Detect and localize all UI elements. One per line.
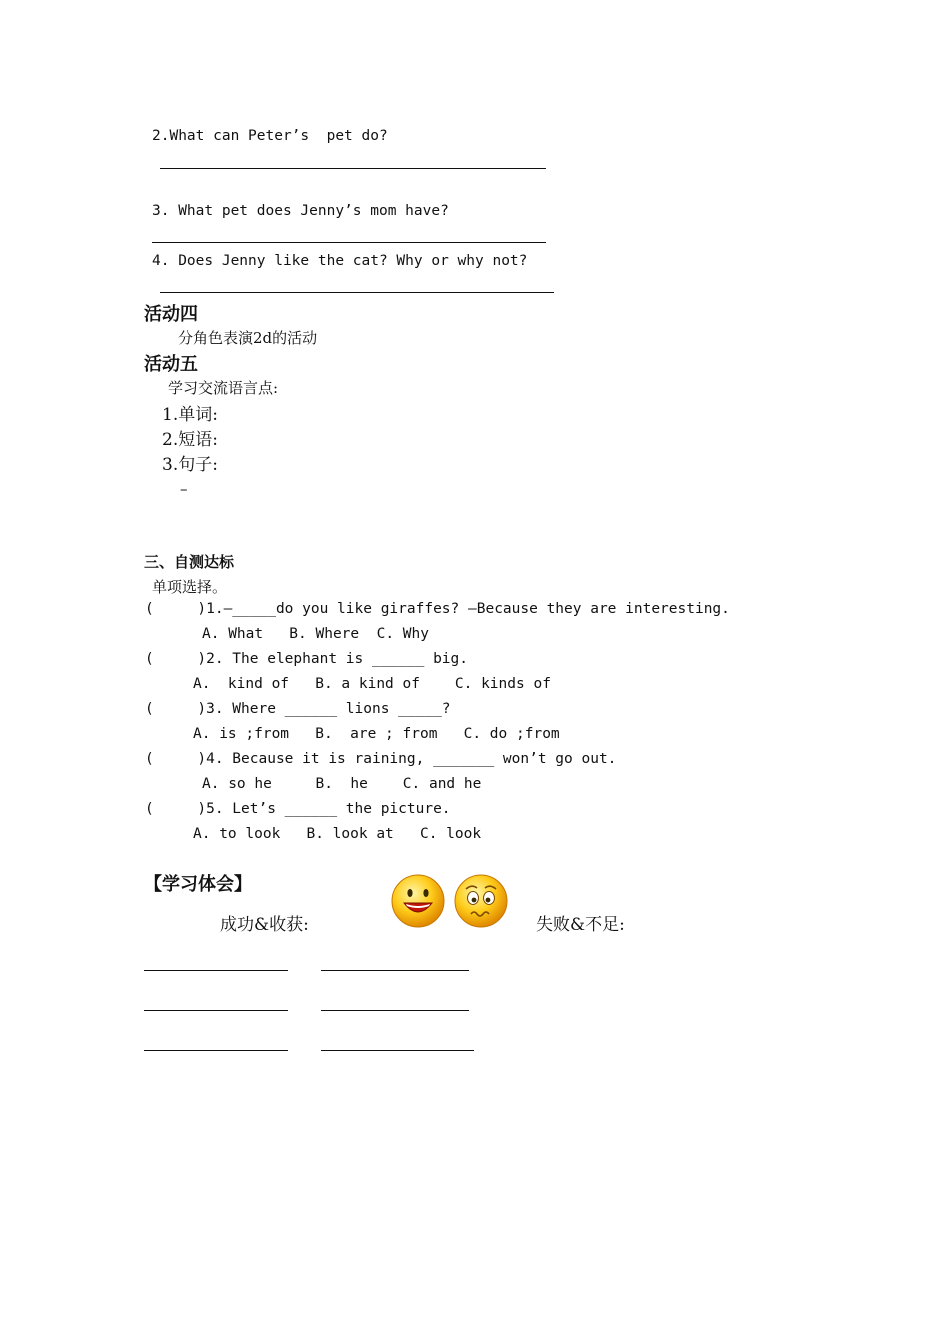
question-2: 2.What can Peter’s pet do? (152, 128, 388, 144)
mcq-3-stem: ( )3. Where ______ lions _____? (145, 701, 451, 717)
selftest-title: 三、自测达标 (144, 553, 235, 571)
activity5-title: 活动五 (144, 354, 198, 375)
activity5-item-sentences: 3.句子: (162, 455, 218, 475)
mcq-5-stem: ( )5. Let’s ______ the picture. (145, 801, 451, 817)
mcq-4-options: A. so he B. he C. and he (202, 776, 482, 792)
worried-face-icon (453, 873, 509, 929)
success-line-3 (144, 1050, 288, 1051)
mcq-5-options: A. to look B. look at C. look (193, 826, 482, 842)
answer-line-3 (152, 242, 546, 243)
success-label: 成功&收获: (220, 915, 309, 935)
mcq-2-stem: ( )2. The elephant is ______ big. (145, 651, 469, 667)
selftest-subtitle: 单项选择。 (152, 578, 228, 596)
reflection-title: 【学习体会】 (144, 874, 252, 895)
failure-line-1 (321, 970, 469, 971)
mcq-4-stem: ( )4. Because it is raining, _______ won’t go out. (145, 751, 617, 767)
question-4: 4. Does Jenny like the cat? Why or why not? (152, 253, 528, 269)
activity4-title: 活动四 (144, 304, 198, 325)
question-3: 3. What pet does Jenny’s mom have? (152, 203, 449, 219)
happy-face-icon (390, 873, 446, 929)
activity5-intro: 学习交流语言点: (168, 379, 279, 397)
activity5-item-phrases: 2.短语: (162, 430, 218, 450)
answer-line-4 (160, 292, 554, 293)
failure-label: 失败&不足: (536, 915, 625, 935)
mcq-1-options: A. What B. Where C. Why (202, 626, 429, 642)
failure-line-3 (321, 1050, 474, 1051)
mcq-3-options: A. is ;from B. are ; from C. do ;from (193, 726, 560, 742)
activity5-item-words: 1.单词: (162, 405, 218, 425)
answer-line-2 (160, 168, 546, 169)
activity5-dash: – (180, 480, 188, 498)
mcq-1-stem: ( )1.—_____do you like giraffes? —Because they are interesting. (145, 601, 730, 617)
activity4-text: 分角色表演2d的活动 (178, 329, 318, 347)
failure-line-2 (321, 1010, 469, 1011)
success-line-1 (144, 970, 288, 971)
success-line-2 (144, 1010, 288, 1011)
mcq-2-options: A. kind of B. a kind of C. kinds of (193, 676, 551, 692)
